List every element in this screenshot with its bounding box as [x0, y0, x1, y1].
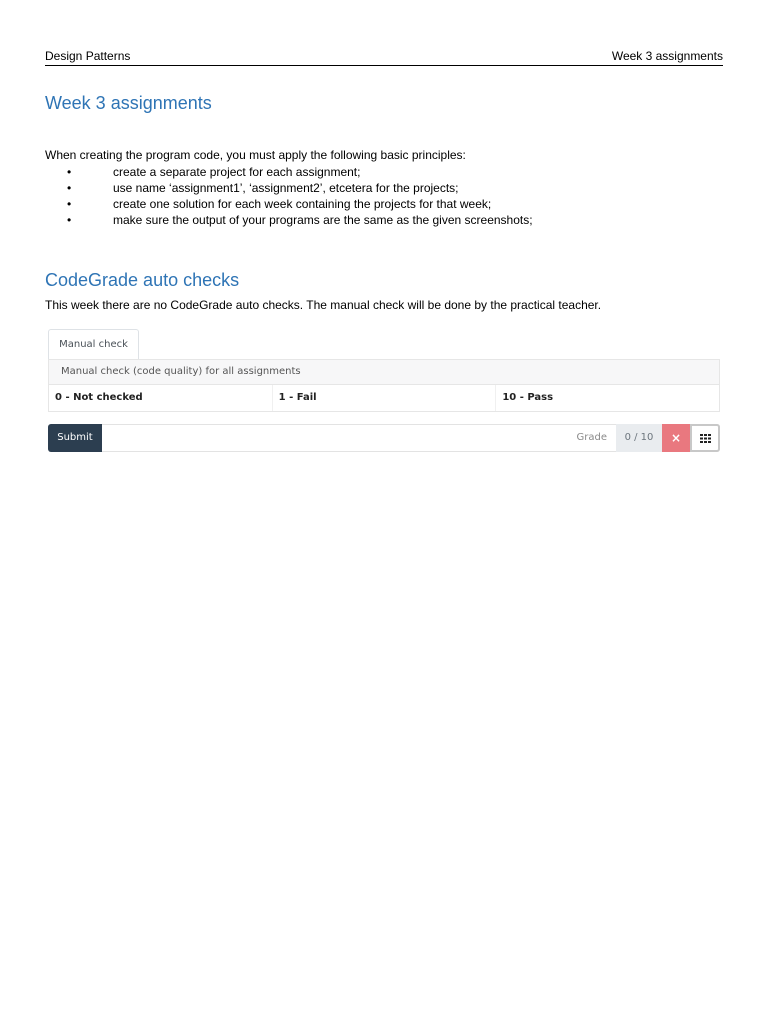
bullet: • — [67, 165, 72, 179]
rubric-levels — [48, 385, 720, 412]
rubric-level-pass[interactable]: 10 - Pass — [495, 385, 719, 411]
page-header — [45, 48, 723, 66]
rubric-level-fail[interactable]: 1 - Fail — [272, 385, 496, 411]
header-course: Design Patterns — [45, 49, 131, 63]
codegrade-description: This week there are no CodeGrade auto checks. The manual check will be done by the practical teacher. — [45, 298, 602, 312]
rubric-category-description: Manual check (code quality) for all assignments — [48, 359, 720, 385]
tab-manual-check[interactable]: Manual check — [48, 329, 139, 359]
bullet: • — [67, 197, 72, 211]
grid-icon — [700, 434, 711, 443]
principles-list — [45, 164, 533, 228]
list-item: • create one solution for each week containing the projects for that week; — [67, 197, 492, 211]
list-item: • use name ‘assignment1’, ‘assignment2’, etcetera for the projects; — [67, 181, 459, 195]
grade-value: 0 / 10 — [616, 424, 662, 452]
intro-text: When creating the program code, you must apply the following basic principles: — [45, 148, 466, 162]
rubric-level-not-checked[interactable]: 0 - Not checked — [55, 392, 143, 403]
reset-grade-button[interactable]: × — [662, 424, 690, 452]
list-item: • make sure the output of your programs are the same as the given screenshots; — [67, 213, 533, 227]
codegrade-heading: CodeGrade auto checks — [45, 270, 240, 290]
header-section: Week 3 assignments — [611, 49, 723, 63]
grade-label: Grade — [576, 432, 607, 443]
rubric-footer — [48, 424, 720, 452]
grid-view-button[interactable] — [690, 424, 720, 452]
bullet: • — [67, 181, 72, 195]
list-item: • create a separate project for each assignment; — [67, 165, 361, 179]
submit-button[interactable]: Submit — [48, 424, 102, 452]
page-title: Week 3 assignments — [45, 93, 212, 113]
bullet: • — [67, 213, 72, 227]
